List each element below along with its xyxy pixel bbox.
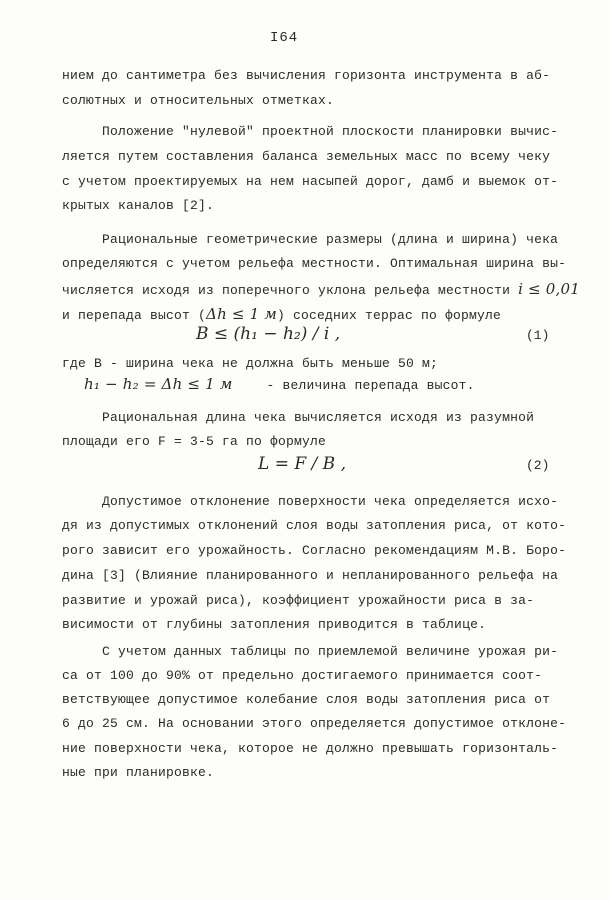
equation-number-1: (1) — [526, 328, 550, 343]
text-line: определяются с учетом рельефа местности. Оптимальная ширина вы- — [62, 256, 567, 271]
inline-formula: Δh ≤ 1 м — [206, 305, 277, 323]
inline-formula: i ≤ 0,01 — [518, 280, 580, 298]
text-line: нием до сантиметра без вычисления горизонта инструмента в аб- — [62, 68, 551, 83]
text-line: ветствующее допустимое колебание слоя воды затопления риса от — [62, 692, 551, 707]
text-line: 6 до 25 см. На основании этого определяется допустимое отклоне- — [62, 716, 567, 731]
text-line: са от 100 до 90% от предельно достигаемого принимается соот- — [62, 668, 543, 683]
text-span: - величина перепада высот. — [266, 378, 475, 393]
text-line: где В - ширина чека не должна быть меньше 50 м; — [62, 356, 439, 371]
text-line: дина [3] (Влияние планированного и непланированного рельефа на — [62, 568, 559, 583]
text-line: Рациональная длина чека вычисляется исходя из разумной — [102, 410, 535, 425]
text-line: с учетом проектируемых на нем насыпей дорог, дамб и выемок от- — [62, 174, 559, 189]
text-line: С учетом данных таблицы по приемлемой величине урожая ри- — [102, 644, 559, 659]
text-line — [62, 305, 501, 323]
text-line — [62, 280, 580, 298]
text-line: солютных и относительных отметках. — [62, 93, 335, 108]
page-number: I64 — [270, 30, 299, 46]
text-line: развитие и урожай риса), коэффициент урожайности риса в за- — [62, 593, 535, 608]
text-line: ные при планировке. — [62, 765, 215, 780]
text-line: рого зависит его урожайность. Согласно рекомендациям М.В. Боро- — [62, 543, 567, 558]
text-line: крытых каналов [2]. — [62, 198, 215, 213]
text-span: числяется исходя из поперечного уклона рельефа местности — [62, 283, 511, 298]
text-line: Рациональные геометрические размеры (длина и ширина) чека — [102, 232, 559, 247]
text-line: ние поверхности чека, которое не должно превышать горизонталь- — [62, 741, 559, 756]
inline-formula: h₁ − h₂ = Δh ≤ 1 м — [84, 375, 233, 393]
text-line: ляется путем составления баланса земельных масс по всему чеку — [62, 149, 551, 164]
equation-number-2: (2) — [526, 458, 550, 473]
text-line: дя из допустимых отклонений слоя воды затопления риса, от кото- — [62, 518, 567, 533]
text-line: Положение "нулевой" проектной плоскости планировки вычис- — [102, 124, 559, 139]
text-line: площади его F = 3-5 га по формуле — [62, 434, 327, 449]
text-span: и перепада высот ( — [62, 308, 207, 323]
text-span: ) соседних террас по формуле — [276, 308, 502, 323]
text-line: Допустимое отклонение поверхности чека определяется исхо- — [102, 494, 559, 509]
text-line: висимости от глубины затопления приводится в таблице. — [62, 617, 487, 632]
text-line — [84, 375, 475, 393]
formula-2: L = F / B , — [258, 454, 346, 474]
formula-1: B ≤ (h₁ − h₂) / i , — [196, 324, 341, 344]
